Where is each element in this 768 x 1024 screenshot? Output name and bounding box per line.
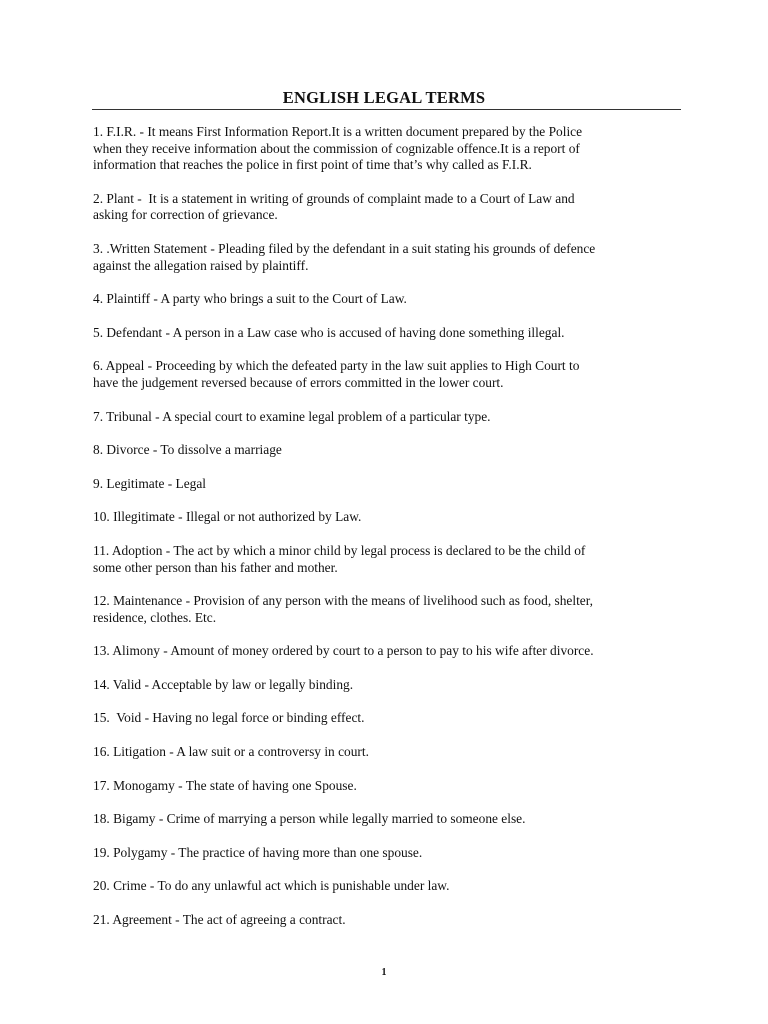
term-item: 19. Polygamy - The practice of having more than one spouse. <box>93 844 423 860</box>
term-item: 14. Valid - Acceptable by law or legally binding. <box>93 676 354 692</box>
term-item: 10. Illegitimate - Illegal or not authorized by Law. <box>93 509 362 525</box>
term-item: 3. .Written Statement - Pleading filed by the defendant in a suit stating his grounds of defence against the allegation raised by plaintiff. <box>93 240 596 273</box>
term-item: 6. Appeal - Proceeding by which the defeated party in the law suit applies to High Court to have the judgement reversed because of errors committed in the lower court. <box>93 358 580 390</box>
term-item: 16. Litigation - A law suit or a controversy in court. <box>93 744 369 760</box>
term-item: 5. Defendant - A person in a Law case who is accused of having done something illegal. <box>93 324 565 340</box>
term-item: 11. Adoption - The act by which a minor child by legal process is declared to be the child of some other person than his father and mother. <box>93 542 586 575</box>
term-item: 8. Divorce - To dissolve a marriage <box>93 442 282 458</box>
term-item: 1. F.I.R. - It means First Information Report.It is a written document prepared by the Police when they receive information about the commission of cognizable offence.It is a report of information that reaches the police in first point of time that’s why called as F.I.R. <box>93 124 583 173</box>
term-item: 7. Tribunal - A special court to examine legal problem of a particular type. <box>93 408 491 424</box>
term-item: 15. Void - Having no legal force or binding effect. <box>93 710 365 726</box>
term-item: 12. Maintenance - Provision of any person with the means of livelihood such as food, shelter, residence, clothes. Etc. <box>93 593 594 625</box>
term-item: 4. Plaintiff - A party who brings a suit to the Court of Law. <box>93 291 407 307</box>
term-item: 21. Agreement - The act of agreeing a contract. <box>93 912 346 928</box>
term-item: 18. Bigamy - Crime of marrying a person while legally married to someone else. <box>93 811 526 827</box>
page-number: 1 <box>381 967 387 978</box>
term-item: 20. Crime - To do any unlawful act which is punishable under law. <box>93 878 450 894</box>
term-item: 2. Plant - It is a statement in writing of grounds of complaint made to a Court of Law and asking for correction of grievance. <box>93 190 575 223</box>
term-item: 9. Legitimate - Legal <box>93 475 207 491</box>
term-item: 17. Monogamy - The state of having one Spouse. <box>93 777 357 793</box>
document-title: ENGLISH LEGAL TERMS <box>282 88 486 107</box>
terms-list <box>93 124 693 946</box>
term-item: 13. Alimony - Amount of money ordered by court to a person to pay to his wife after divorce. <box>93 643 594 659</box>
title-underline <box>92 109 681 110</box>
